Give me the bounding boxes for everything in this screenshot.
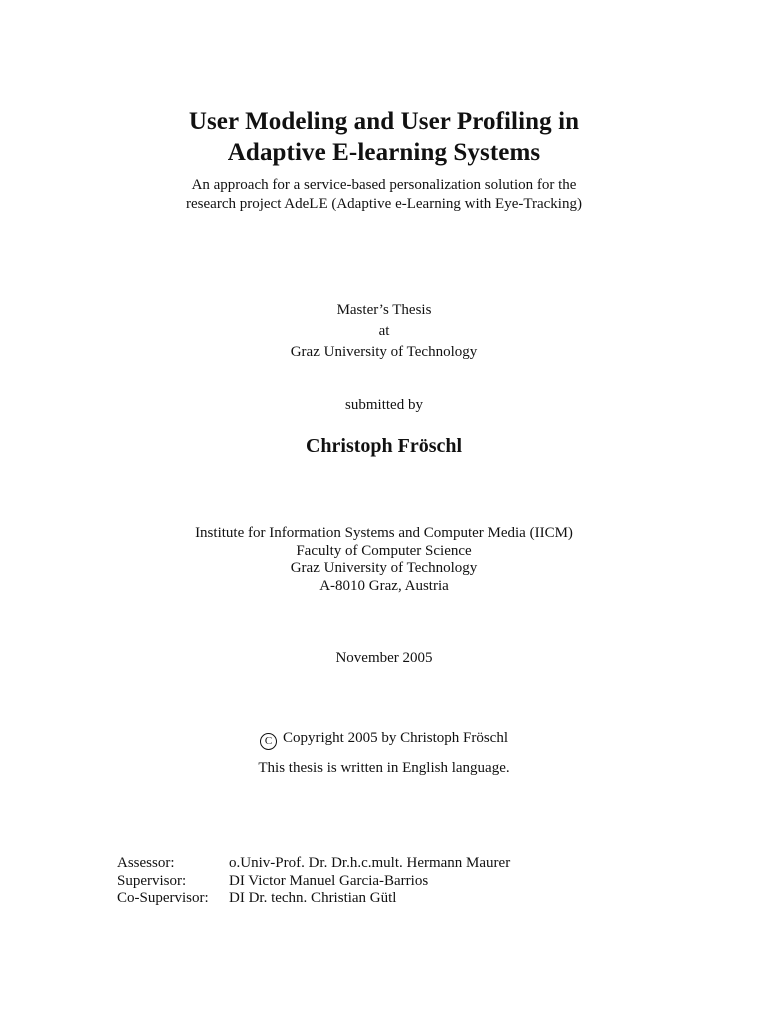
- copyright-notice: [0, 728, 768, 750]
- staff-row-assessor: [117, 855, 510, 873]
- staff-name: DI Dr. techn. Christian Gütl: [229, 890, 397, 906]
- thesis-title-line-1: User Modeling and User Profiling in: [188, 108, 580, 135]
- staff-row-supervisor: [117, 873, 510, 891]
- submitted-by: [0, 395, 768, 416]
- thesis-at-line: at: [378, 323, 390, 339]
- institute-line-3: Graz University of Technology: [290, 560, 478, 576]
- language-note: [0, 758, 768, 779]
- staff-name: o.Univ-Prof. Dr. Dr.h.c.mult. Hermann Maurer: [229, 855, 511, 871]
- staff-role: Supervisor:: [117, 872, 187, 889]
- thesis-subtitle: [0, 176, 768, 214]
- thesis-type-line: Master’s Thesis: [336, 302, 432, 318]
- staff-name: DI Victor Manuel Garcia-Barrios: [229, 872, 429, 889]
- thesis-title: [0, 106, 768, 168]
- supervision-list: [117, 855, 510, 908]
- thesis-subtitle-line-2: research project AdeLE (Adaptive e-Learning with Eye-Tracking): [186, 196, 582, 212]
- copyright-line: [0, 728, 768, 750]
- submission-date-text: November 2005: [335, 650, 433, 666]
- institute-line-4: A-8010 Graz, Austria: [319, 577, 449, 594]
- staff-role: Assessor:: [117, 855, 175, 871]
- thesis-subtitle-line-1: An approach for a service-based personalization solution for the: [191, 177, 577, 193]
- institute-line-2: Faculty of Computer Science: [296, 542, 472, 559]
- thesis-type: [0, 300, 768, 363]
- language-note-text: This thesis is written in English language.: [258, 760, 510, 776]
- institute-line-1: Institute for Information Systems and Computer Media (IICM): [195, 525, 573, 541]
- copyright-icon: C: [260, 733, 277, 750]
- author-name: [0, 433, 768, 459]
- thesis-title-line-2: Adaptive E-learning Systems: [227, 139, 541, 166]
- submitted-by-label: submitted by: [345, 397, 423, 413]
- copyright-text: Copyright 2005 by Christoph Fröschl: [282, 730, 508, 746]
- staff-row-co-supervisor: [117, 890, 510, 908]
- staff-role: Co-Supervisor:: [117, 890, 209, 906]
- thesis-university-line: Graz University of Technology: [290, 344, 478, 360]
- author-name-text: Christoph Fröschl: [305, 435, 463, 457]
- institute-address: [0, 525, 768, 595]
- submission-date: [0, 648, 768, 669]
